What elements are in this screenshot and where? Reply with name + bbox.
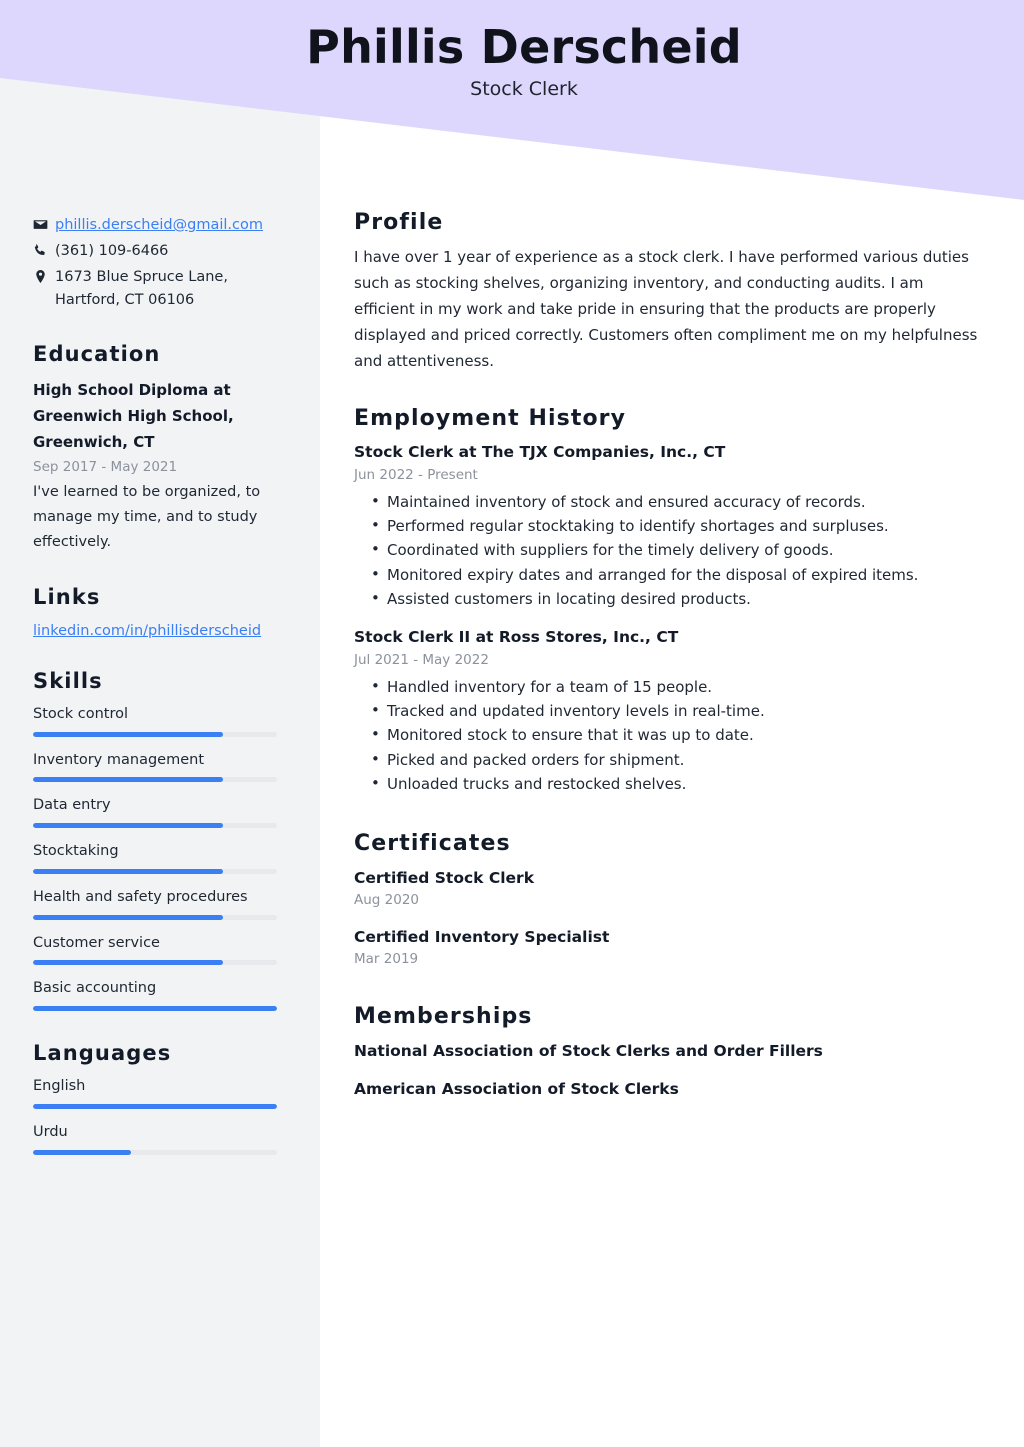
job-entry-date: Jul 2021 - May 2022 (354, 651, 489, 668)
section-heading-education: Education (33, 341, 161, 366)
skill-level-bar (33, 869, 277, 874)
address-line-1: 1673 Blue Spruce Lane, (55, 268, 228, 285)
section-heading-links: Links (33, 584, 101, 609)
skill-level-bar (33, 960, 277, 965)
skill-item (33, 933, 285, 966)
certificate-date: Aug 2020 (354, 891, 420, 908)
membership-name: American Association of Stock Clerks (354, 1079, 679, 1098)
page-title: Phillis Derscheid (306, 20, 742, 74)
skill-item (33, 841, 285, 874)
membership-name: National Association of Stock Clerks and Order Fillers (354, 1041, 823, 1060)
certificate-name: Certified Stock Clerk (354, 868, 535, 887)
skill-item (33, 795, 285, 828)
skill-label: Stock control (33, 705, 129, 722)
contact-email-row[interactable] (33, 214, 285, 237)
skill-level-bar (33, 777, 277, 782)
profile-text: I have over 1 year of experience as a stock clerk. I have performed various duties such as stocking shelves, organizing inventory, and conducting audits. I am efficient in my work and take pride in ensuring that the products are properly displayed and priced correctly. Customers often compliment me on my helpfulness and attentiveness. (354, 248, 978, 370)
job-duties-list (354, 490, 988, 612)
list-item: • Handled inventory for a team of 15 people. (354, 675, 988, 699)
skill-item (33, 750, 285, 783)
section-heading-employment: Employment History (354, 405, 627, 431)
section-heading-certificates: Certificates (354, 830, 511, 856)
language-label: Urdu (33, 1123, 68, 1140)
language-level-fill (33, 1150, 131, 1155)
contact-phone-row (33, 240, 285, 263)
language-item (33, 1122, 285, 1155)
skill-level-bar (33, 732, 277, 737)
skill-level-fill (33, 960, 223, 965)
skill-level-bar (33, 915, 277, 920)
contact-address-row (33, 266, 285, 312)
memberships-section (354, 1004, 988, 1101)
skill-item (33, 978, 285, 1011)
skill-label: Inventory management (33, 751, 204, 768)
skill-level-fill (33, 1006, 277, 1011)
email-link[interactable]: phillis.derscheid@gmail.com (55, 217, 263, 233)
education-item-title: High School Diploma at Greenwich High School, Greenwich, CT (33, 380, 234, 452)
skill-label: Basic accounting (33, 980, 157, 997)
list-item: • Assisted customers in locating desired products. (354, 587, 988, 611)
job-title-subtitle: Stock Clerk (470, 77, 578, 100)
certificate-name: Certified Inventory Specialist (354, 927, 610, 946)
language-level-bar (33, 1104, 277, 1109)
skill-level-bar (33, 1006, 277, 1011)
jobs-list (354, 441, 988, 797)
language-label: English (33, 1078, 86, 1095)
list-item-linkedin[interactable]: linkedin.com/in/phillisderscheid (33, 622, 262, 639)
skill-level-fill (33, 732, 223, 737)
envelope-icon (33, 214, 55, 232)
education-item-description: I've learned to be organized, to manage my time, and to study effectively. (33, 484, 261, 550)
list-item: • Monitored expiry dates and arranged for the disposal of expired items. (354, 563, 988, 587)
certificate-entry (354, 925, 988, 970)
contact-block (33, 214, 285, 312)
employment-section (354, 406, 988, 797)
address-line-2: Hartford, CT 06106 (55, 291, 195, 308)
main-content (354, 210, 988, 1129)
skill-level-fill (33, 869, 223, 874)
list-item: • Maintained inventory of stock and ensured accuracy of records. (354, 490, 988, 514)
sidebar (33, 214, 285, 1168)
list-item: • Performed regular stocktaking to identify shortages and surpluses. (354, 514, 988, 538)
skill-level-fill (33, 823, 223, 828)
resume-header (0, 22, 1024, 100)
skill-level-fill (33, 777, 223, 782)
links-list (33, 620, 285, 639)
list-item: • Unloaded trucks and restocked shelves. (354, 772, 988, 796)
education-item-date: Sep 2017 - May 2021 (33, 458, 178, 475)
skills-list (33, 704, 285, 1011)
job-entry-title: Stock Clerk at The TJX Companies, Inc., CT (354, 442, 726, 461)
certificates-section (354, 831, 988, 970)
phone-icon (33, 240, 55, 258)
certificate-date: Mar 2019 (354, 950, 419, 967)
section-heading-memberships: Memberships (354, 1003, 533, 1029)
language-level-bar (33, 1150, 277, 1155)
skill-label: Customer service (33, 934, 160, 951)
certificate-entry (354, 866, 988, 911)
list-item: • Picked and packed orders for shipment. (354, 748, 988, 772)
list-item: • Coordinated with suppliers for the timely delivery of goods. (354, 538, 988, 562)
profile-section (354, 210, 988, 375)
job-entry (354, 441, 988, 612)
list-item: • Monitored stock to ensure that it was up to date. (354, 723, 988, 747)
languages-list (33, 1076, 285, 1155)
skill-label: Health and safety procedures (33, 888, 248, 905)
education-item (33, 377, 285, 555)
skill-level-fill (33, 915, 223, 920)
contact-email-value (55, 214, 263, 237)
memberships-list (354, 1039, 988, 1101)
skill-item (33, 887, 285, 920)
list-item: • Tracked and updated inventory levels in real-time. (354, 699, 988, 723)
section-heading-languages: Languages (33, 1041, 172, 1066)
map-pin-icon (33, 266, 55, 284)
section-heading-profile: Profile (354, 210, 444, 235)
skill-item (33, 704, 285, 737)
contact-address-value (55, 266, 228, 312)
certificates-list (354, 866, 988, 970)
skill-label: Data entry (33, 797, 111, 814)
language-level-fill (33, 1104, 277, 1109)
skill-level-bar (33, 823, 277, 828)
job-entry-date: Jun 2022 - Present (354, 466, 478, 483)
contact-phone-value: (361) 109-6466 (55, 242, 169, 259)
job-duties-list (354, 675, 988, 797)
section-heading-skills: Skills (33, 668, 103, 693)
job-entry-title: Stock Clerk II at Ross Stores, Inc., CT (354, 627, 679, 646)
language-item (33, 1076, 285, 1109)
skill-label: Stocktaking (33, 843, 119, 860)
job-entry (354, 626, 988, 797)
